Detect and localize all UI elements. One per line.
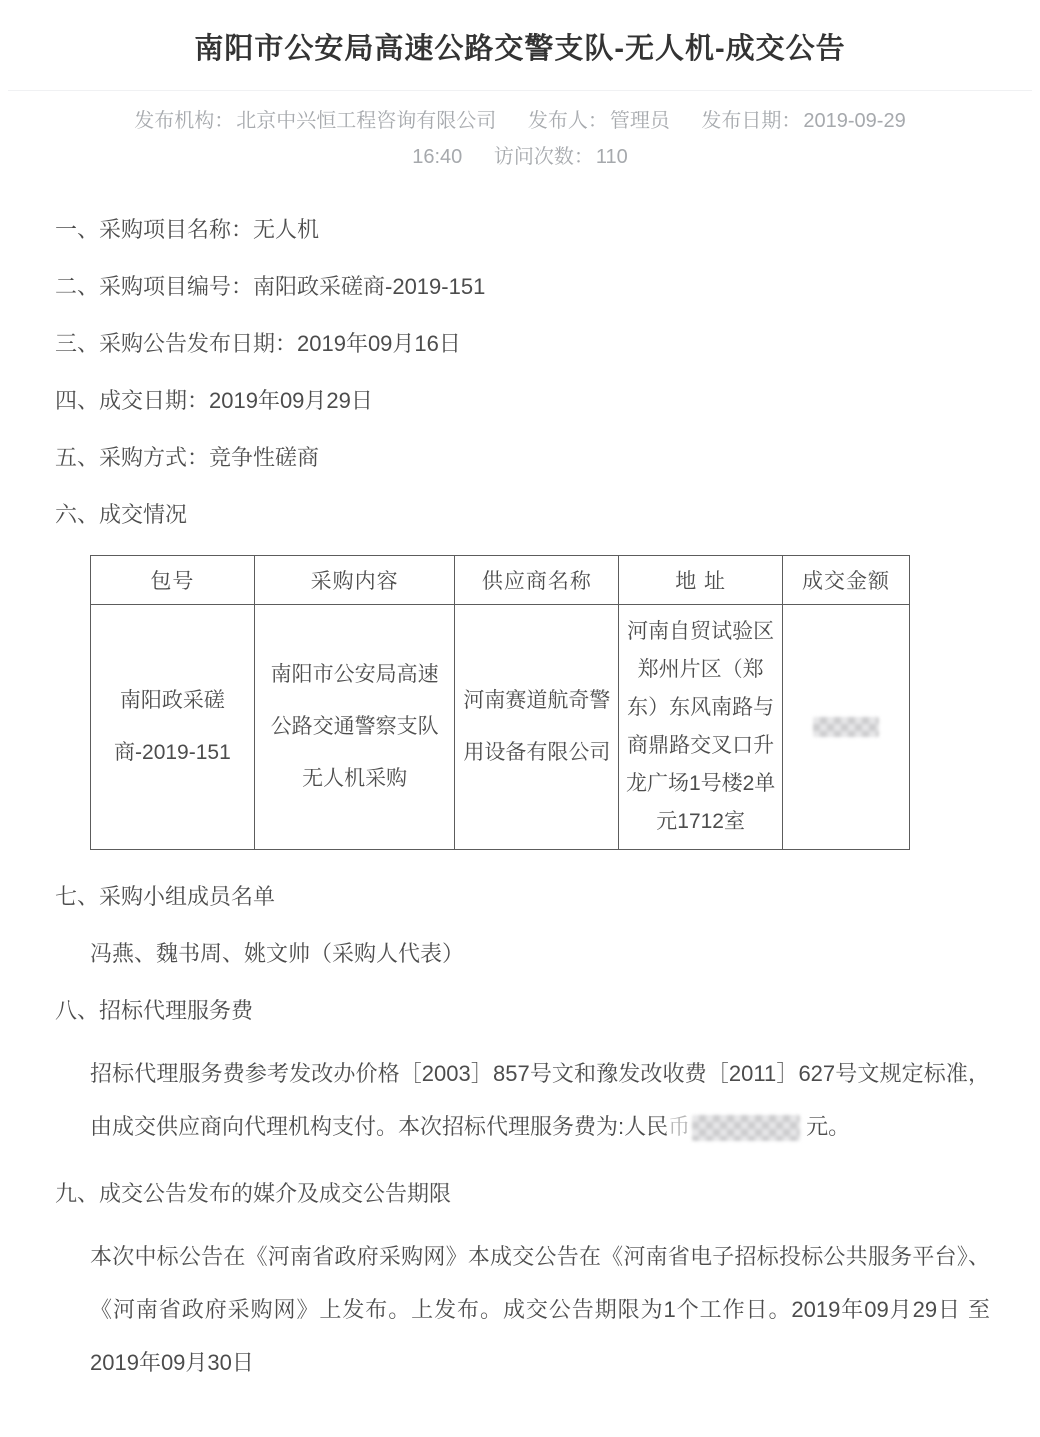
cell-address: 河南自贸试验区郑州片区（郑东）东风南路与商鼎路交叉口升龙广场1号楼2单元1712室	[619, 605, 783, 850]
agency-fee-paragraph	[90, 1047, 990, 1153]
cell-supplier: 河南赛道航奇警用设备有限公司	[455, 605, 619, 850]
header-content: 采购内容	[254, 556, 455, 605]
section-deal-date: 四、成交日期：2019年09月29日	[55, 388, 373, 413]
meta-visits-value: 110	[595, 146, 628, 168]
cell-amount	[783, 605, 910, 850]
meta-publish-time-value: 16:40	[412, 146, 463, 168]
section-project-number: 二、采购项目编号：南阳政采磋商-2019-151	[55, 274, 486, 299]
meta-author-value: 管理员	[609, 110, 670, 132]
header-supplier: 供应商名称	[455, 556, 619, 605]
meta-publish-date-label: 发布日期：	[701, 110, 802, 132]
section-procurement-method: 五、采购方式：竞争性磋商	[55, 445, 320, 470]
section-deal-info-heading: 六、成交情况	[55, 502, 188, 527]
meta-visits-label: 访问次数：	[493, 146, 594, 168]
header-address: 地 址	[619, 556, 783, 605]
amount-redaction-blur	[813, 717, 879, 737]
meta-bar	[8, 90, 1032, 175]
meta-publish-date-value: 2019-09-29	[803, 110, 906, 132]
cell-content: 南阳市公安局高速公路交通警察支队无人机采购	[254, 605, 455, 850]
section-announcement-date: 三、采购公告发布日期：2019年09月16日	[55, 331, 461, 356]
document-body	[0, 175, 1040, 1389]
table-data-row	[91, 605, 910, 850]
table-header-row	[91, 556, 910, 605]
meta-publish-time	[412, 146, 462, 168]
meta-publisher-value: 北京中兴恒工程咨询有限公司	[236, 110, 497, 132]
section-team-heading: 七、采购小组成员名单	[55, 884, 276, 909]
agency-fee-text-suffix: 元。	[806, 1114, 851, 1139]
section-media-heading: 九、成交公告发布的媒介及成交公告期限	[55, 1181, 452, 1206]
agency-fee-currency-char: 币	[668, 1114, 691, 1139]
fee-amount-redaction-blur	[692, 1115, 800, 1141]
meta-publish-date	[701, 110, 905, 132]
team-members: 冯燕、魏书周、姚文帅（采购人代表）	[90, 941, 465, 966]
meta-line-1	[8, 103, 1032, 139]
meta-visits	[494, 146, 628, 168]
cell-package-no: 南阳政采磋商-2019-151	[91, 605, 255, 850]
meta-author-label: 发布人：	[527, 110, 608, 132]
section-project-name: 一、采购项目名称：无人机	[55, 217, 320, 242]
deal-table	[90, 555, 910, 850]
header-amount: 成交金额	[783, 556, 910, 605]
header-package-no: 包号	[91, 556, 255, 605]
section-agency-fee-heading: 八、招标代理服务费	[55, 998, 254, 1023]
meta-line-2	[8, 139, 1032, 175]
meta-publisher	[134, 110, 496, 132]
media-paragraph: 本次中标公告在《河南省政府采购网》本成交公告在《河南省电子招标投标公共服务平台》、《河南省政府采购网》上发布。上发布。成交公告期限为1个工作日。2019年09月29日 至 2019年09月30日	[90, 1244, 990, 1375]
page-title: 南阳市公安局高速公路交警支队-无人机-成交公告	[194, 33, 846, 65]
meta-publisher-label: 发布机构：	[134, 110, 235, 132]
agency-fee-text: 招标代理服务费参考发改办价格［2003］857号文和豫发改收费［2011］627号文规定标准，由成交供应商向代理机构支付。本次招标代理服务费为:人民	[90, 1061, 990, 1139]
meta-author	[528, 110, 670, 132]
